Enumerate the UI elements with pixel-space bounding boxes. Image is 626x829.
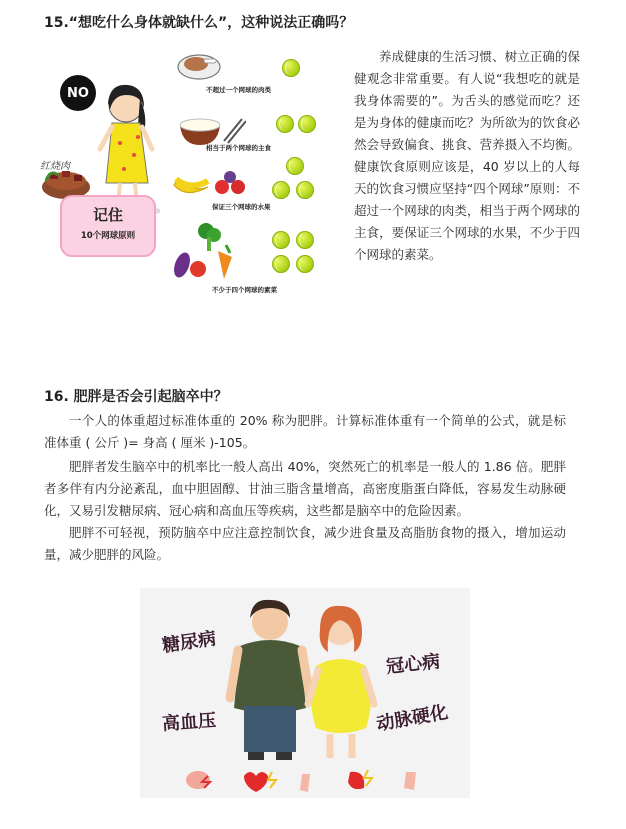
section-16-title: 16. 肥胖是否会引起脑卒中？ xyxy=(44,389,228,405)
tennis-ball-icon xyxy=(286,157,304,175)
tennis-ball-icon xyxy=(272,231,290,249)
remember-badge xyxy=(60,195,156,257)
person-saying-no-illustration xyxy=(40,65,160,215)
row-caption: 保证三个网球的水果 xyxy=(212,203,271,211)
badge-title: 记住 xyxy=(92,206,123,224)
disease-label: 高血压 xyxy=(161,710,217,735)
section-15-title: 15.“想吃什么身体就缺什么”，这种说法正确吗？ xyxy=(44,15,354,31)
section-16-paragraph: 肥胖者发生脑卒中的机率比一般人高出 40%，突然死亡的机率是一般人的 1.86 倍。肥胖者多伴有内分泌紊乱，血中胆固醇、甘油三脂含量增高，高密度脂蛋白降低，容易发生动脉硬化，又易引发糖尿病、冠心病和高血压等疾病，这些都是脑卒中的危险因素。 xyxy=(44,459,566,518)
disease-label: 动脉硬化 xyxy=(374,701,450,736)
obese-couple-illustration xyxy=(140,588,470,798)
disease-label: 糖尿病 xyxy=(161,628,218,657)
tennis-ball-icon xyxy=(282,59,300,77)
tennis-ball-icon xyxy=(272,255,290,273)
disease-label: 冠心病 xyxy=(385,651,442,678)
dish-label: 红烧肉 xyxy=(40,161,70,172)
section-16-paragraph: 一个人的体重超过标准体重的 20% 称为肥胖。计算标准体重有一个简单的公式，就是标准体重 ( 公斤 )= 身高 ( 厘米 )-105。 xyxy=(44,413,566,450)
section-16-paragraph: 肥胖不可轻视，预防脑卒中应注意控制饮食，减少进食量及高脂肪食物的摄入，增加运动量，减少肥胖的风险。 xyxy=(44,525,566,562)
tennis-ball-icon xyxy=(296,255,314,273)
rice-bowl-icon xyxy=(176,113,246,147)
vegetable-icon xyxy=(172,221,242,281)
tennis-ball-icon xyxy=(272,181,290,199)
no-speech-bubble: NO xyxy=(67,86,89,101)
four-tennis-ball-illustration xyxy=(40,45,330,305)
ailment-icons xyxy=(186,770,416,792)
row-caption: 不超过一个网球的肉类 xyxy=(206,86,271,94)
row-caption: 不少于四个网球的素菜 xyxy=(212,286,277,294)
section-15-body: 养成健康的生活习惯、树立正确的保健观念非常重要。有人说“我想吃的就是我身体需要的”。为舌头的感觉而吃？还是为身体的健康而吃？为所欲为的饮食必然会导致偏食、挑食、营养摄入不均衡。健康饮食原则应该是，40 岁以上的人每天的饮食习惯应坚持“四个网球”原则：不超过一个网球的肉类，相当于两个网球的主食，要保证三个网球的水果，不少于四个网球的素菜。 xyxy=(354,49,580,262)
tennis-ball-icon xyxy=(276,115,294,133)
meat-icon xyxy=(176,47,222,81)
badge-subtitle: 10个网球原则 xyxy=(80,231,136,241)
obesity-illustration xyxy=(140,588,470,798)
tennis-ball-icon xyxy=(296,181,314,199)
fruit-icon xyxy=(172,165,248,199)
tennis-ball-icon xyxy=(298,115,316,133)
tennis-ball-icon xyxy=(296,231,314,249)
row-caption: 相当于两个网球的主食 xyxy=(206,144,271,152)
